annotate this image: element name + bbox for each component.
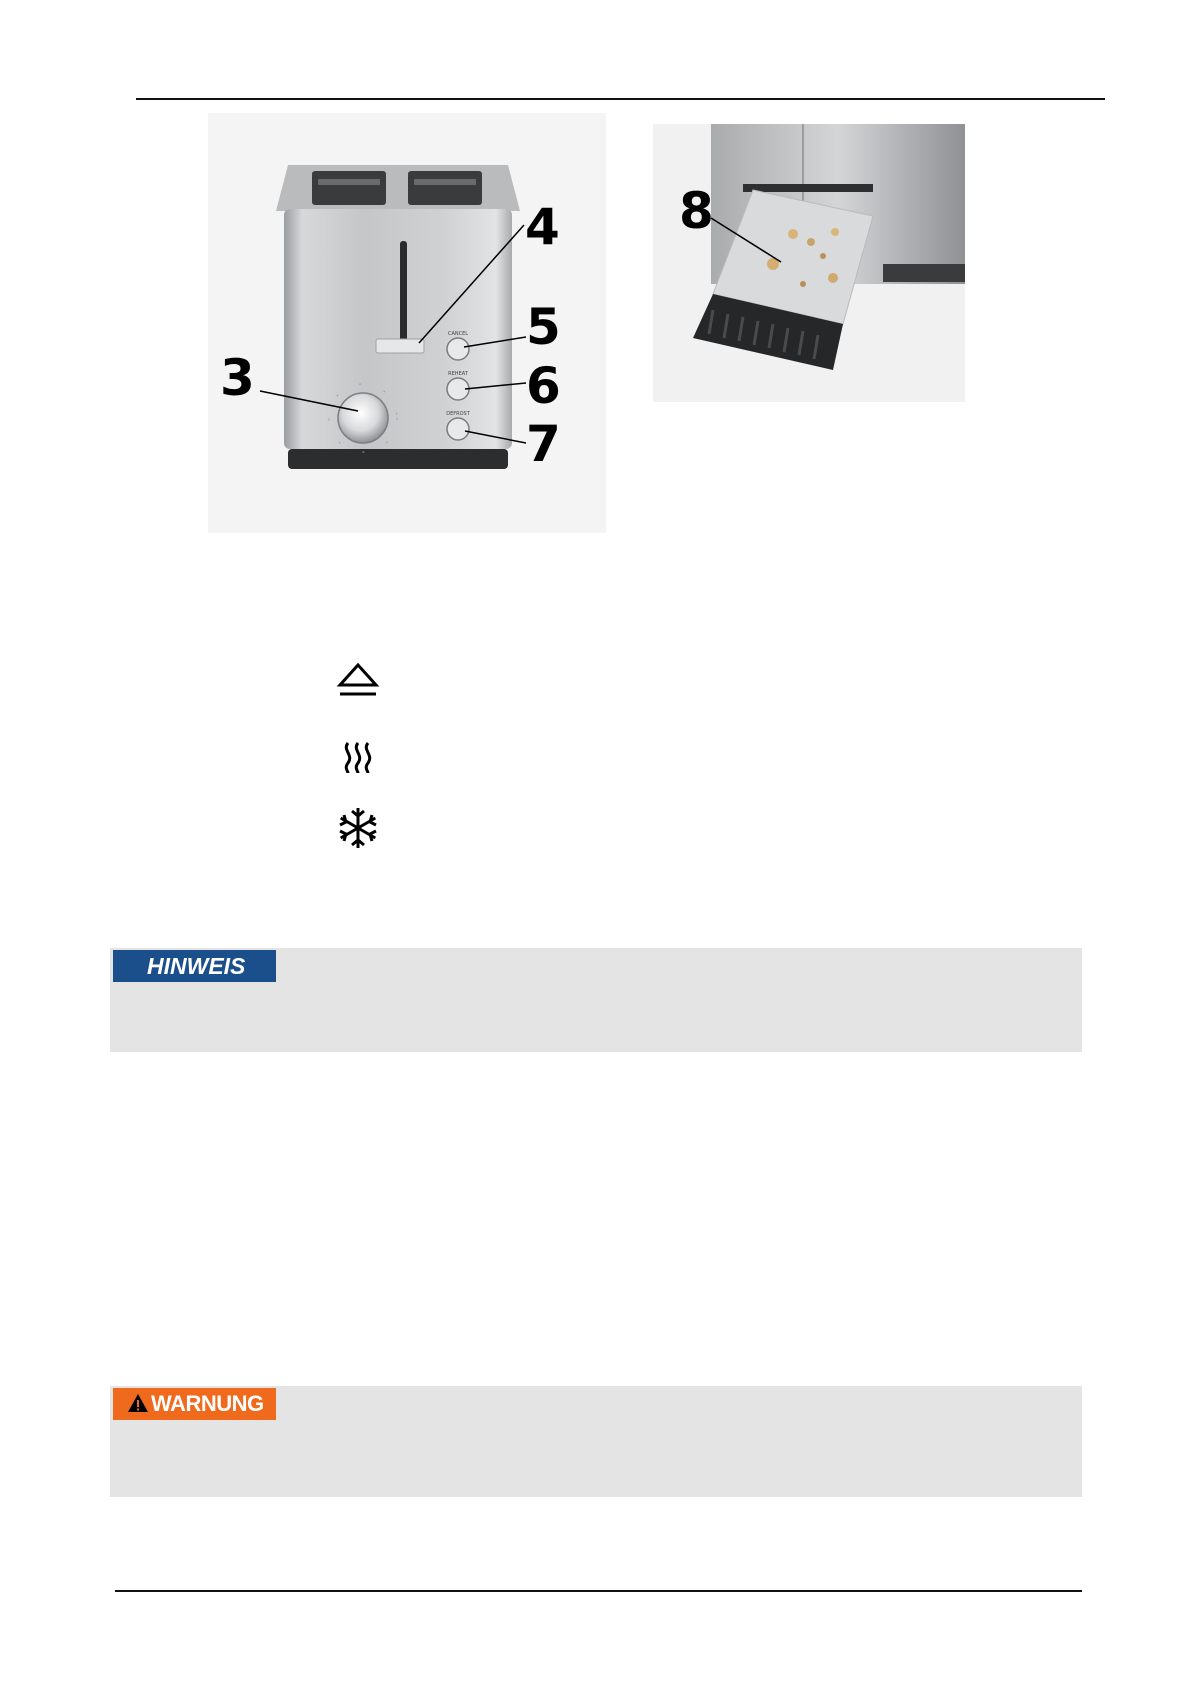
- toaster-front-photo: [208, 113, 606, 533]
- reheat-label: REHEAT: [448, 371, 468, 377]
- callout-4: 4: [525, 198, 560, 256]
- callout-3: 3: [220, 349, 255, 407]
- top-rule: [136, 98, 1105, 100]
- cancel-label: CANCEL: [447, 331, 469, 337]
- warning-badge: [113, 1388, 276, 1420]
- eject-icon: [334, 659, 382, 707]
- snowflake-icon: [334, 804, 382, 852]
- notice-badge: HINWEIS: [113, 950, 276, 982]
- crumb-tray-photo: [653, 124, 965, 402]
- warning-label: WARNUNG: [151, 1391, 264, 1416]
- callout-6: 6: [526, 357, 561, 415]
- warning-triangle-icon: [127, 1393, 149, 1413]
- reheat-icon: [334, 733, 382, 781]
- notice-box: [110, 948, 1082, 1052]
- warning-box: [110, 1386, 1082, 1497]
- bottom-rule: [115, 1590, 1082, 1592]
- defrost-label: DEFROST: [446, 411, 470, 417]
- callout-5: 5: [526, 298, 561, 356]
- callout-7: 7: [526, 415, 561, 473]
- callout-8: 8: [679, 182, 714, 240]
